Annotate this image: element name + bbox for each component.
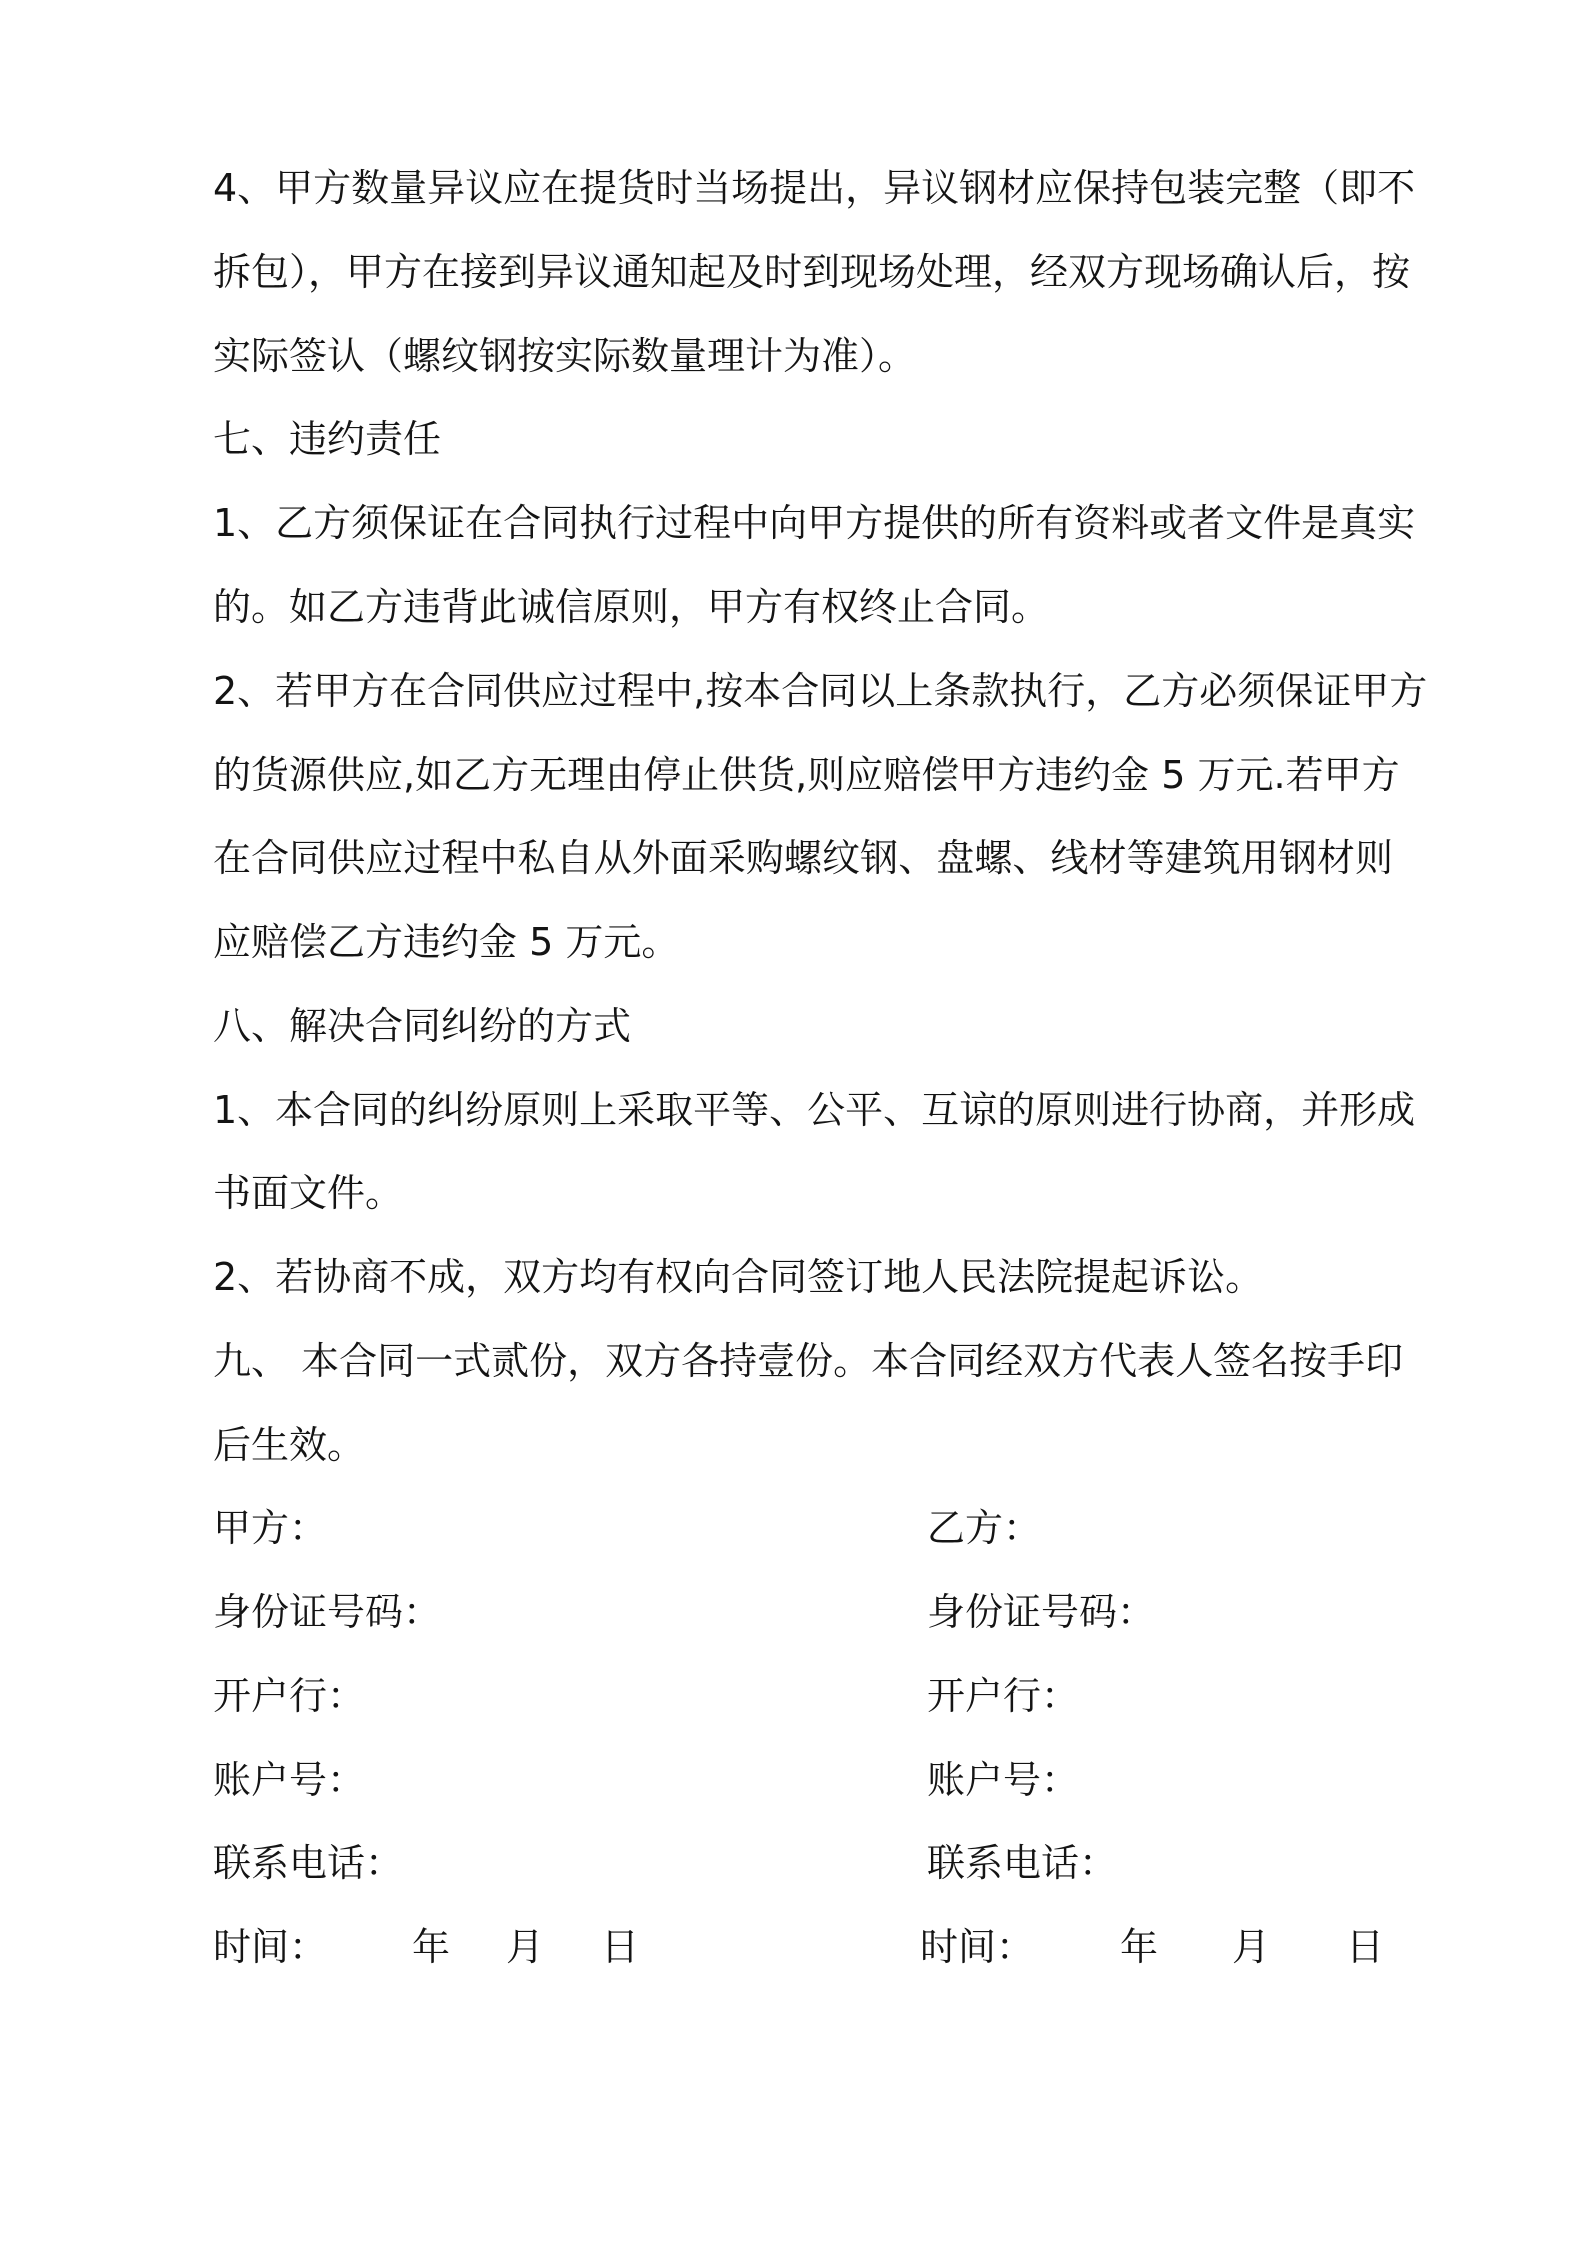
party-b-id-label: 身份证号码：: [927, 1590, 1156, 1634]
paragraph-line: 在合同供应过程中私自从外面采购螺纹钢、盘螺、线材等建筑用钢材则: [213, 836, 1393, 880]
party-a-month: 月: [506, 1925, 545, 1969]
paragraph-line: 应赔偿乙方违约金 5 万元。: [213, 920, 680, 964]
party-b-time-label: 时间：: [920, 1925, 1035, 1969]
paragraph-line: 后生效。: [213, 1423, 366, 1467]
paragraph-line: 实际签认（螺纹钢按实际数量理计为准）。: [213, 334, 917, 378]
party-a-day: 日: [601, 1925, 640, 1969]
paragraph-line: 1、乙方须保证在合同执行过程中向甲方提供的所有资料或者文件是真实: [213, 501, 1416, 545]
paragraph-line: 1、本合同的纠纷原则上采取平等、公平、互谅的原则进行协商，并形成: [213, 1088, 1416, 1132]
party-b-bank-label: 开户行：: [927, 1674, 1080, 1718]
paragraph-line: 拆包），甲方在接到异议通知起及时到现场处理，经双方现场确认后，按: [213, 250, 1411, 294]
party-b-phone-label: 联系电话：: [927, 1841, 1118, 1885]
paragraph-line: 4、甲方数量异议应在提货时当场提出，异议钢材应保持包装完整（即不: [213, 166, 1416, 210]
party-b-month: 月: [1232, 1925, 1271, 1969]
paragraph-line: 2、若协商不成，双方均有权向合同签订地人民法院提起诉讼。: [213, 1255, 1264, 1299]
party-b-label: 乙方：: [927, 1506, 1042, 1550]
party-a-id-label: 身份证号码：: [213, 1590, 442, 1634]
party-a-time-label: 时间：: [213, 1925, 328, 1969]
section-heading: 七、违约责任: [213, 417, 442, 461]
paragraph-line: 2、若甲方在合同供应过程中,按本合同以上条款执行，乙方必须保证甲方: [213, 669, 1428, 713]
party-b-year: 年: [1120, 1925, 1159, 1969]
party-b-account-label: 账户号：: [927, 1758, 1080, 1802]
party-a-phone-label: 联系电话：: [213, 1841, 404, 1885]
party-a-label: 甲方：: [213, 1506, 328, 1550]
party-b-day: 日: [1346, 1925, 1385, 1969]
paragraph-line: 书面文件。: [213, 1171, 404, 1215]
party-a-year: 年: [412, 1925, 451, 1969]
party-a-account-label: 账户号：: [213, 1758, 366, 1802]
party-a-bank-label: 开户行：: [213, 1674, 366, 1718]
paragraph-line: 的。如乙方违背此诚信原则，甲方有权终止合同。: [213, 585, 1050, 629]
paragraph-line: 的货源供应,如乙方无理由停止供货,则应赔偿甲方违约金 5 万元.若甲方: [213, 753, 1400, 797]
paragraph-line: 九、 本合同一式贰份，双方各持壹份。本合同经双方代表人签名按手印: [213, 1339, 1404, 1383]
section-heading: 八、解决合同纠纷的方式: [213, 1004, 632, 1048]
